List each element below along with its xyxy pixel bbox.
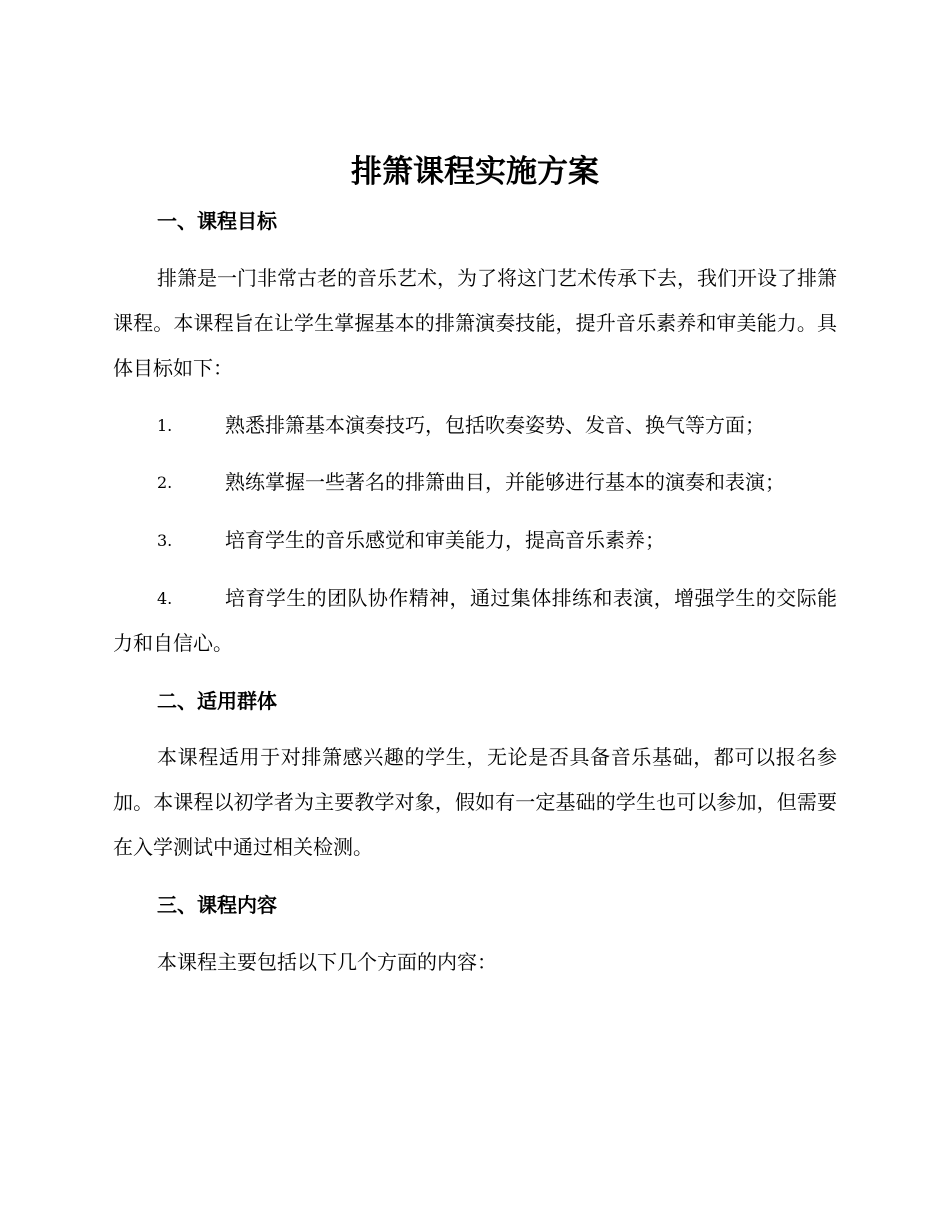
audience-paragraph: 本课程适用于对排箫感兴趣的学生，无论是否具备音乐基础，都可以报名参加。本课程以初学者为主要教学对象，假如有一定基础的学生也可以参加，但需要在入学测试中通过相关检测。 [113, 745, 837, 859]
list-item-text: 培育学生的团队协作精神，通过集体排练和表演，增强学生的交际能力和自信心。 [113, 586, 837, 655]
content-intro-paragraph: 本课程主要包括以下几个方面的内容： [157, 950, 497, 974]
list-item-text: 熟悉排箫基本演奏技巧，包括吹奏姿势、发音、换气等方面； [225, 413, 765, 437]
list-item-text: 熟练掌握一些著名的排箫曲目，并能够进行基本的演奏和表演； [225, 470, 785, 494]
section-heading-objectives: 一、课程目标 [157, 209, 277, 233]
list-item-number: 1. [157, 416, 173, 435]
list-item [113, 576, 837, 666]
section-heading-content: 三、课程内容 [157, 893, 277, 917]
list-item [113, 403, 837, 448]
list-item-number: 3. [157, 531, 173, 550]
list-item-number: 4. [157, 589, 173, 608]
document-title: 排箫课程实施方案 [351, 154, 599, 190]
list-item-number: 2. [157, 473, 173, 492]
section-heading-audience: 二、适用群体 [157, 689, 277, 713]
list-item [113, 460, 837, 505]
list-item [113, 518, 837, 563]
objectives-intro-paragraph: 排箫是一门非常古老的音乐艺术，为了将这门艺术传承下去，我们开设了排箫课程。本课程旨在让学生掌握基本的排箫演奏技能，提升音乐素养和审美能力。具体目标如下： [113, 266, 837, 380]
list-item-text: 培育学生的音乐感觉和审美能力，提高音乐素养； [225, 528, 665, 552]
